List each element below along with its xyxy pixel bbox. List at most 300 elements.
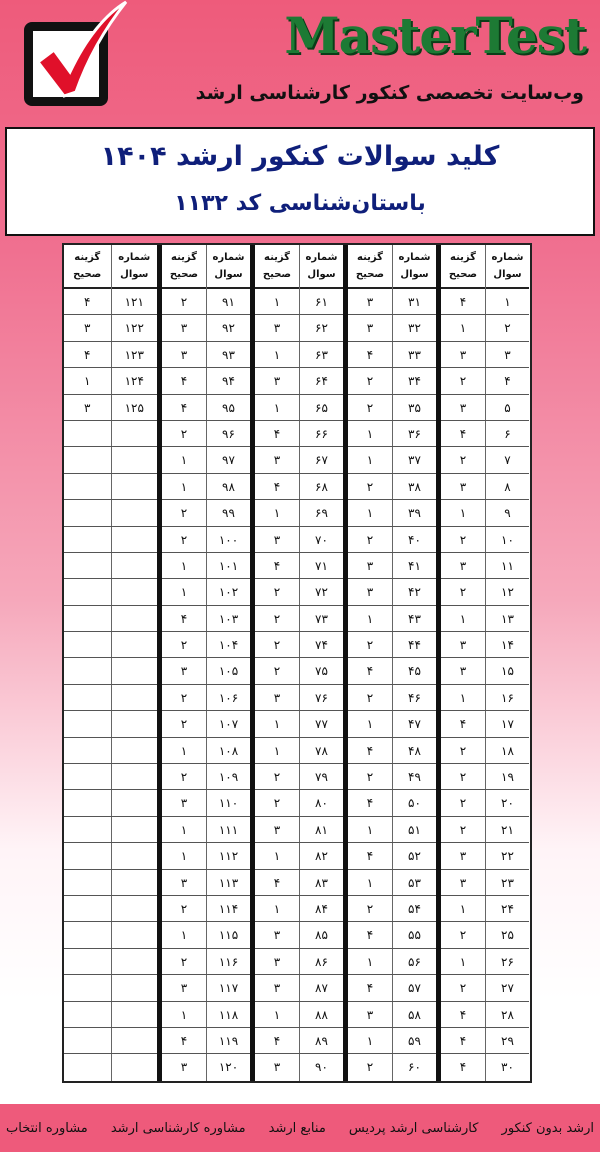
footer-link-pardis[interactable]: کارشناسی ارشد پردیس [348, 1120, 479, 1136]
question-number-cell [111, 606, 158, 631]
table-row [255, 790, 343, 816]
table-row [64, 685, 157, 711]
table-row [348, 342, 436, 368]
question-number-cell: ۱۴ [485, 632, 529, 657]
answer-group-3 [250, 245, 343, 1081]
question-number-cell: ۱۲۴ [111, 368, 158, 393]
checkmark-icon [20, 0, 140, 110]
table-row [348, 817, 436, 843]
question-number-cell: ۱۳ [485, 606, 529, 631]
question-number-cell: ۳۹ [392, 500, 436, 525]
question-number-cell: ۱۹ [485, 764, 529, 789]
question-number-cell [111, 975, 158, 1000]
question-number-cell [111, 658, 158, 683]
answer-cell [64, 500, 111, 525]
question-number-cell: ۲۵ [485, 922, 529, 947]
header-answer: گزینه صحیح [169, 252, 199, 280]
table-row [162, 606, 250, 632]
answer-cell: ۳ [180, 347, 188, 362]
question-number-cell: ۱۷ [485, 711, 529, 736]
brand-logo-text[interactable]: MasterTest [284, 6, 586, 65]
question-number-cell: ۱۲۰ [206, 1054, 250, 1080]
question-number-cell: ۸۱ [299, 817, 343, 842]
header-answer: گزینه صحیح [355, 252, 385, 280]
table-row [441, 949, 529, 975]
footer-link-moshavere[interactable]: مشاوره کارشناسی ارشد [110, 1120, 246, 1136]
answer-cell [64, 738, 111, 763]
answer-cell: ۱ [180, 585, 188, 600]
table-row [348, 315, 436, 341]
footer-link-moshavere-entekhab[interactable]: مشاوره انتخاب [6, 1120, 88, 1136]
question-number-cell: ۱۰۰ [206, 527, 250, 552]
question-number-cell: ۹۷ [206, 447, 250, 472]
answer-cell [64, 685, 111, 710]
table-row [348, 368, 436, 394]
question-number-cell: ۱۱۲ [206, 843, 250, 868]
answer-cell: ۲ [180, 426, 188, 441]
question-number-cell: ۴ [485, 368, 529, 393]
answer-cell: ۴ [459, 1007, 467, 1022]
table-row [255, 975, 343, 1001]
question-number-cell [111, 632, 158, 657]
answer-cell: ۱ [273, 295, 281, 309]
question-number-cell [111, 685, 158, 710]
table-row [441, 289, 529, 315]
answer-cell: ۴ [180, 400, 188, 415]
answer-cell: ۳ [273, 374, 281, 389]
answer-cell: ۴ [366, 743, 374, 758]
table-row [348, 975, 436, 1001]
table-row [348, 553, 436, 579]
table-row [255, 1054, 343, 1080]
answer-cell: ۳ [366, 295, 374, 309]
question-number-cell [111, 1054, 158, 1080]
answer-cell: ۲ [180, 638, 188, 653]
answer-cell: ۴ [366, 664, 374, 679]
question-number-cell: ۴۱ [392, 553, 436, 578]
table-row [441, 447, 529, 473]
table-row [441, 1028, 529, 1054]
table-row [255, 606, 343, 632]
table-row [162, 1028, 250, 1054]
answer-cell: ۱ [273, 717, 281, 732]
answer-cell: ۱ [459, 506, 467, 521]
answer-cell [64, 949, 111, 974]
answer-cell: ۲ [366, 770, 374, 785]
question-number-cell: ۱۱۷ [206, 975, 250, 1000]
answer-cell: ۲ [366, 374, 374, 389]
question-number-cell: ۹۱ [206, 289, 250, 314]
table-row [162, 368, 250, 394]
answer-cell: ۳ [180, 321, 188, 336]
answer-cell: ۱ [273, 400, 281, 415]
answer-cell: ۴ [273, 1033, 281, 1048]
answer-cell: ۳ [273, 981, 281, 996]
question-number-cell: ۸۴ [299, 896, 343, 921]
table-row [255, 579, 343, 605]
table-row [255, 395, 343, 421]
question-number-cell: ۷۰ [299, 527, 343, 552]
answer-cell: ۱ [273, 849, 281, 864]
table-row [64, 817, 157, 843]
question-number-cell: ۳۳ [392, 342, 436, 367]
table-row [348, 527, 436, 553]
question-number-cell: ۵۵ [392, 922, 436, 947]
question-number-cell: ۶۴ [299, 368, 343, 393]
table-row [162, 817, 250, 843]
header-question: شماره سوال [206, 245, 250, 289]
table-row [64, 922, 157, 948]
answer-cell: ۴ [366, 796, 374, 811]
question-number-cell: ۶۲ [299, 315, 343, 340]
table-row [162, 843, 250, 869]
answer-group-1 [436, 245, 529, 1081]
table-row [255, 870, 343, 896]
table-row [255, 527, 343, 553]
table-row [64, 790, 157, 816]
answer-cell: ۱ [180, 558, 188, 573]
question-number-cell: ۸۳ [299, 870, 343, 895]
table-row [64, 553, 157, 579]
question-number-cell: ۱۱۹ [206, 1028, 250, 1053]
question-number-cell [111, 896, 158, 921]
table-row [255, 764, 343, 790]
table-row [64, 1054, 157, 1080]
answer-cell: ۲ [459, 532, 467, 547]
table-row [255, 949, 343, 975]
question-number-cell: ۷۶ [299, 685, 343, 710]
table-row [64, 975, 157, 1001]
table-row [441, 658, 529, 684]
question-number-cell: ۱۱۳ [206, 870, 250, 895]
table-row [64, 421, 157, 447]
answer-cell: ۴ [84, 347, 91, 362]
answer-cell: ۳ [180, 1060, 188, 1075]
question-number-cell: ۱۶ [485, 685, 529, 710]
table-row [255, 315, 343, 341]
question-number-cell: ۸۹ [299, 1028, 343, 1053]
question-number-cell: ۶۶ [299, 421, 343, 446]
question-number-cell: ۱۰۲ [206, 579, 250, 604]
answer-cell: ۱ [459, 901, 467, 916]
table-row [255, 474, 343, 500]
page-subtitle: باستان‌شناسی کد ۱۱۳۲ [174, 191, 426, 216]
table-row [162, 764, 250, 790]
question-number-cell: ۵۶ [392, 949, 436, 974]
question-number-cell: ۵۴ [392, 896, 436, 921]
table-row [162, 1054, 250, 1080]
question-number-cell: ۱۲۱ [111, 289, 158, 314]
table-row [162, 949, 250, 975]
answer-cell: ۲ [180, 506, 188, 521]
question-number-cell: ۱۱۴ [206, 896, 250, 921]
question-number-cell: ۳ [485, 342, 529, 367]
table-row [64, 368, 157, 394]
answer-cell [64, 632, 111, 657]
table-row [348, 658, 436, 684]
table-row [64, 579, 157, 605]
table-row [162, 1002, 250, 1028]
question-number-cell [111, 579, 158, 604]
table-row [162, 579, 250, 605]
question-number-cell: ۹۲ [206, 315, 250, 340]
answer-cell [64, 527, 111, 552]
answer-cell: ۳ [180, 664, 188, 679]
table-row [348, 500, 436, 526]
answer-cell: ۲ [366, 638, 374, 653]
question-number-cell: ۷۱ [299, 553, 343, 578]
question-number-cell: ۲۰ [485, 790, 529, 815]
question-number-cell: ۵۸ [392, 1002, 436, 1027]
answer-cell: ۳ [273, 928, 281, 943]
table-row [255, 500, 343, 526]
question-number-cell: ۷۲ [299, 579, 343, 604]
question-number-cell: ۶۸ [299, 474, 343, 499]
table-row [255, 738, 343, 764]
table-row [64, 1028, 157, 1054]
answer-cell: ۱ [273, 347, 281, 362]
group-header [348, 245, 436, 289]
answer-cell: ۴ [366, 849, 374, 864]
answer-cell: ۴ [459, 426, 467, 441]
question-number-cell: ۹۳ [206, 342, 250, 367]
table-row [64, 500, 157, 526]
answer-cell: ۱ [273, 1007, 281, 1022]
question-number-cell: ۲ [485, 315, 529, 340]
question-number-cell: ۱۰۵ [206, 658, 250, 683]
answer-cell: ۳ [459, 479, 467, 494]
table-row [64, 527, 157, 553]
answer-cell: ۱ [366, 426, 374, 441]
answer-cell: ۲ [366, 479, 374, 494]
table-row [441, 553, 529, 579]
question-number-cell: ۱۸ [485, 738, 529, 763]
footer-links-bar [0, 1104, 600, 1152]
table-row [441, 896, 529, 922]
question-number-cell: ۲۲ [485, 843, 529, 868]
table-row [348, 1054, 436, 1080]
question-number-cell: ۸۰ [299, 790, 343, 815]
answer-cell: ۴ [273, 558, 281, 573]
question-number-cell: ۴۲ [392, 579, 436, 604]
answer-cell: ۱ [459, 321, 467, 336]
header-answer: گزینه صحیح [448, 252, 478, 280]
answer-cell [64, 817, 111, 842]
group-header [255, 245, 343, 289]
answer-cell: ۴ [180, 1033, 188, 1048]
table-row [348, 870, 436, 896]
answer-cell: ۳ [366, 321, 374, 336]
table-row [348, 395, 436, 421]
table-row [255, 711, 343, 737]
answer-cell: ۱ [180, 1007, 188, 1022]
table-row [441, 843, 529, 869]
answer-cell: ۱ [180, 453, 188, 468]
table-row [441, 738, 529, 764]
header-answer: گزینه صحیح [73, 252, 102, 280]
answer-cell: ۱ [273, 743, 281, 758]
table-row [255, 658, 343, 684]
answer-cell: ۳ [459, 664, 467, 679]
answer-cell: ۲ [366, 901, 374, 916]
answer-cell: ۴ [366, 981, 374, 996]
table-row [162, 553, 250, 579]
answer-cell: ۳ [459, 400, 467, 415]
answer-cell: ۲ [459, 770, 467, 785]
answer-cell: ۴ [273, 875, 281, 890]
question-number-cell: ۳۲ [392, 315, 436, 340]
answer-cell: ۲ [273, 796, 281, 811]
answer-cell: ۱ [366, 954, 374, 969]
table-row [348, 606, 436, 632]
table-row [255, 553, 343, 579]
answer-cell: ۲ [180, 770, 188, 785]
answer-cell: ۴ [366, 347, 374, 362]
answer-cell: ۲ [459, 585, 467, 600]
question-number-cell: ۹۴ [206, 368, 250, 393]
table-row [64, 896, 157, 922]
answer-cell: ۳ [273, 532, 281, 547]
question-number-cell [111, 790, 158, 815]
table-row [441, 1054, 529, 1080]
answer-cell: ۳ [273, 822, 281, 837]
answer-cell: ۲ [459, 981, 467, 996]
question-number-cell: ۱۰۶ [206, 685, 250, 710]
table-row [441, 922, 529, 948]
table-row [255, 447, 343, 473]
question-number-cell: ۶۳ [299, 342, 343, 367]
answer-cell: ۲ [366, 532, 374, 547]
table-row [64, 447, 157, 473]
footer-link-arshad-bedoone-konkur[interactable]: ارشد بدون کنکور [501, 1120, 594, 1136]
question-number-cell [111, 447, 158, 472]
question-number-cell: ۵۲ [392, 843, 436, 868]
answer-cell: ۴ [459, 1033, 467, 1048]
table-row [162, 790, 250, 816]
answer-cell: ۳ [84, 321, 91, 336]
question-number-cell: ۴۶ [392, 685, 436, 710]
question-number-cell: ۳۶ [392, 421, 436, 446]
answer-cell: ۴ [84, 295, 91, 309]
table-row [162, 738, 250, 764]
question-number-cell: ۱۲۳ [111, 342, 158, 367]
question-number-cell: ۷۹ [299, 764, 343, 789]
answer-cell: ۳ [273, 453, 281, 468]
table-row [162, 922, 250, 948]
question-number-cell [111, 421, 158, 446]
answer-cell: ۲ [273, 770, 281, 785]
table-row [441, 315, 529, 341]
question-number-cell: ۲۸ [485, 1002, 529, 1027]
answer-cell: ۲ [459, 743, 467, 758]
table-row [441, 764, 529, 790]
question-number-cell: ۴۴ [392, 632, 436, 657]
table-row [255, 685, 343, 711]
question-number-cell [111, 1028, 158, 1053]
table-row [441, 870, 529, 896]
answer-cell: ۳ [459, 638, 467, 653]
answer-cell: ۲ [366, 400, 374, 415]
answer-cell: ۱ [366, 717, 374, 732]
question-number-cell: ۲۶ [485, 949, 529, 974]
answer-cell: ۴ [273, 479, 281, 494]
answer-cell: ۲ [180, 717, 188, 732]
page-title: کلید سوالات کنکور ارشد ۱۴۰۴ [100, 141, 500, 172]
table-row [441, 527, 529, 553]
table-row [162, 896, 250, 922]
answer-cell: ۱ [366, 506, 374, 521]
answer-cell: ۴ [273, 426, 281, 441]
answer-cell: ۲ [273, 611, 281, 626]
table-row [64, 738, 157, 764]
table-row [64, 949, 157, 975]
answer-cell: ۱ [180, 479, 188, 494]
table-row [441, 500, 529, 526]
answer-cell: ۳ [459, 347, 467, 362]
answer-cell [64, 658, 111, 683]
answer-cell: ۳ [459, 849, 467, 864]
table-row [162, 685, 250, 711]
table-row [162, 975, 250, 1001]
question-number-cell: ۵ [485, 395, 529, 420]
answer-cell: ۳ [366, 558, 374, 573]
question-number-cell: ۹۶ [206, 421, 250, 446]
question-number-cell [111, 711, 158, 736]
table-row [441, 632, 529, 658]
table-row [255, 922, 343, 948]
question-number-cell: ۵۹ [392, 1028, 436, 1053]
table-row [255, 289, 343, 315]
answer-cell: ۱ [180, 928, 188, 943]
table-row [162, 447, 250, 473]
question-number-cell: ۹۹ [206, 500, 250, 525]
question-number-cell: ۷۷ [299, 711, 343, 736]
table-row [441, 421, 529, 447]
question-number-cell: ۲۹ [485, 1028, 529, 1053]
question-number-cell: ۹ [485, 500, 529, 525]
question-number-cell [111, 870, 158, 895]
table-row [162, 421, 250, 447]
table-row [255, 632, 343, 658]
table-row [441, 395, 529, 421]
answer-cell: ۲ [273, 638, 281, 653]
footer-link-manabe[interactable]: منابع ارشد [268, 1120, 326, 1136]
table-row [348, 474, 436, 500]
question-number-cell: ۱۲ [485, 579, 529, 604]
answer-cell: ۳ [459, 558, 467, 573]
answer-cell [64, 1002, 111, 1027]
question-number-cell: ۱۲۵ [111, 395, 158, 420]
site-header [0, 0, 600, 125]
question-number-cell: ۱۰۹ [206, 764, 250, 789]
table-row [441, 711, 529, 737]
table-row [255, 817, 343, 843]
answer-cell: ۲ [180, 690, 188, 705]
table-row [162, 342, 250, 368]
answer-cell: ۱ [180, 822, 188, 837]
answer-cell: ۱ [459, 690, 467, 705]
question-number-cell: ۶۵ [299, 395, 343, 420]
question-number-cell: ۱۰۷ [206, 711, 250, 736]
answer-cell: ۱ [366, 611, 374, 626]
question-number-cell: ۸۶ [299, 949, 343, 974]
question-number-cell: ۴۵ [392, 658, 436, 683]
answer-cell [64, 843, 111, 868]
answer-cell [64, 870, 111, 895]
table-row [162, 395, 250, 421]
table-row [441, 474, 529, 500]
question-number-cell: ۱۰ [485, 527, 529, 552]
